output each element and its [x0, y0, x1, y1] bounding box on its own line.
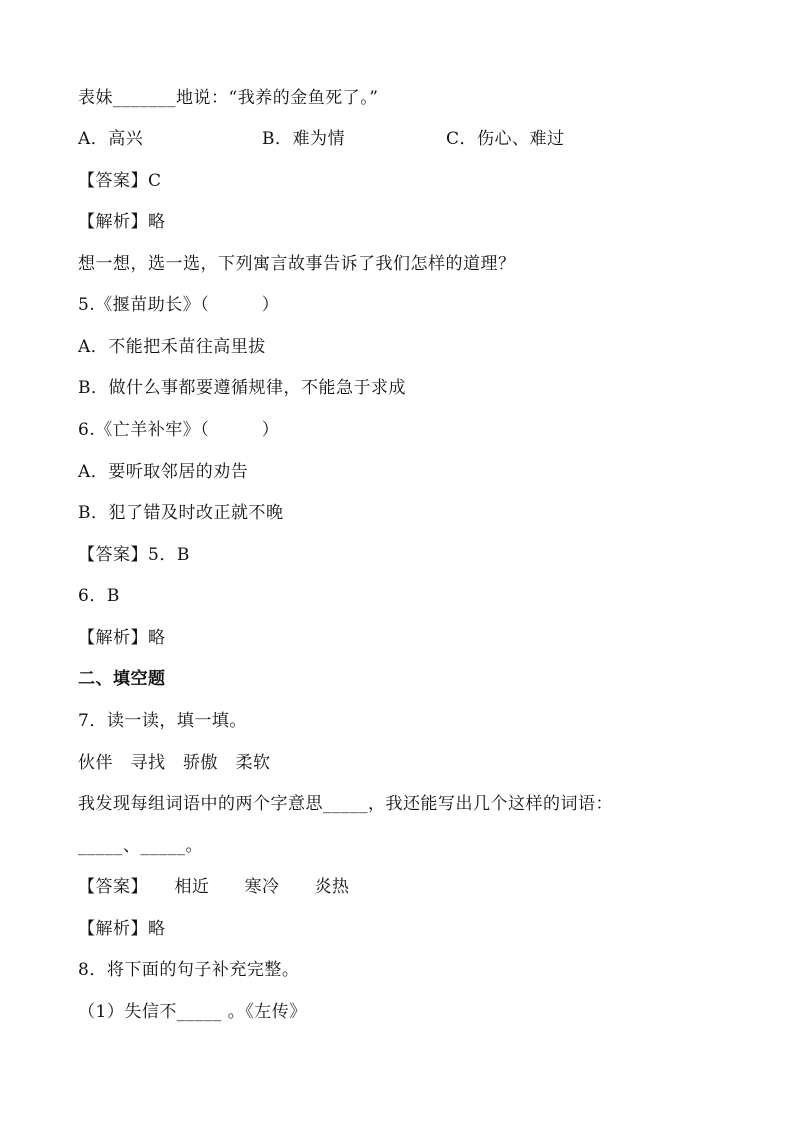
option-5b: B．做什么事都要遵循规律，不能急于求成 [78, 378, 406, 398]
option-a: A．高兴 [78, 129, 144, 149]
option-5a: A．不能把禾苗往高里拔 [78, 337, 266, 357]
question-6: 6.《亡羊补牢》（ ） [78, 420, 280, 440]
answer-line: 【答案】 相近 寒冷 炎热 [78, 877, 350, 897]
question-text: 表妹_______地说：“我养的金鱼死了。” [78, 88, 379, 108]
answer-line: 【答案】C [78, 171, 162, 191]
question-text: 我发现每组词语中的两个字意思_____，我还能写出几个这样的词语： [78, 794, 613, 814]
question-7: 7．读一读，填一填。 [78, 711, 247, 731]
instruction-text: 想一想，选一选，下列寓言故事告诉了我们怎样的道理？ [78, 254, 516, 274]
answer-line: 6．B [78, 586, 120, 606]
blank-line: _____、_____。 [78, 836, 203, 856]
word-list: 伙伴 寻找 骄傲 柔软 [78, 753, 271, 773]
section-heading: 二、填空题 [78, 669, 166, 689]
analysis-line: 【解析】略 [78, 628, 166, 648]
option-b: B．难为情 [262, 129, 345, 149]
question-5: 5.《揠苗助长》（ ） [78, 295, 280, 315]
question-8-1: （1）失信不_____ 。《左传》 [78, 1002, 307, 1022]
question-8: 8．将下面的句子补充完整。 [78, 960, 300, 980]
analysis-line: 【解析】略 [78, 919, 166, 939]
answer-line: 【答案】5．B [78, 545, 190, 565]
option-6a: A．要听取邻居的劝告 [78, 462, 249, 482]
option-6b: B．犯了错及时改正就不晚 [78, 503, 284, 523]
analysis-line: 【解析】略 [78, 212, 166, 232]
option-c: C．伤心、难过 [446, 129, 565, 149]
